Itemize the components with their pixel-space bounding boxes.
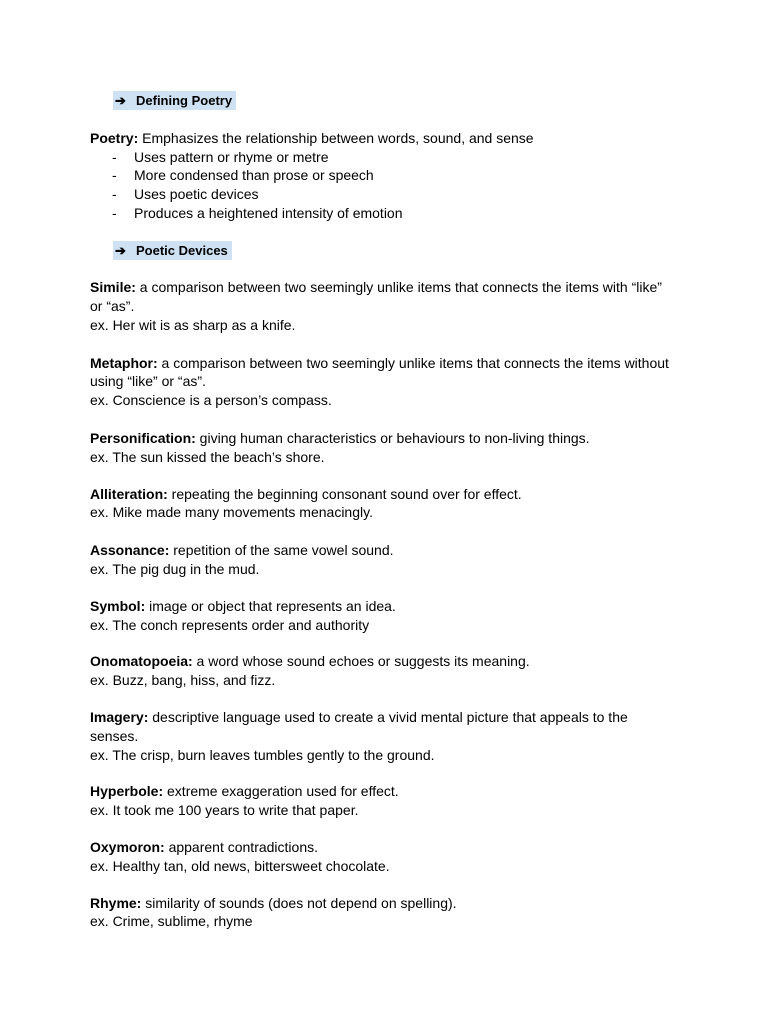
device-definition [90,485,678,504]
device-definition [90,894,678,913]
definition-text: image or object that represents an idea. [145,597,396,614]
device-definition [90,652,678,671]
device-entry-symbol [90,597,678,635]
definition-text: apparent contradictions. [164,838,319,855]
dash-marker: - [112,185,117,202]
list-item [90,148,678,167]
heading-text: Poetic Devices [136,243,228,259]
term-label: Simile: [90,279,136,296]
term-label: Oxymoron: [90,838,165,855]
device-entry-imagery [90,708,678,764]
device-example: ex. The crisp, burn leaves tumbles gently to the ground. [90,746,435,763]
device-definition [90,838,678,857]
definition-text: a comparison between two seemingly unlike items that connects the items with “like” or “as”. [90,279,662,314]
device-example: ex. Crime, sublime, rhyme [90,913,253,930]
definition-text: Emphasizes the relationship between words, sound, and sense [138,130,534,146]
list-item-text: Uses pattern or rhyme or metre [134,148,329,165]
list-item-text: More condensed than prose or speech [134,167,374,184]
arrow-right-icon: ➔ [115,243,126,259]
heading-text: Defining Poetry [136,93,233,108]
definition-text: giving human characteristics or behaviours to non-living things. [195,429,590,446]
device-entry-hyperbole [90,782,678,820]
device-example: ex. Conscience is a person’s compass. [90,392,332,409]
term-label: Rhyme: [90,894,142,911]
device-example: ex. Healthy tan, old news, bittersweet chocolate. [90,857,390,874]
list-item [90,166,678,185]
device-definition [90,597,678,616]
definition-text: similarity of sounds (does not depend on spelling). [141,894,457,911]
device-example: ex. The conch represents order and authority [90,616,370,633]
term-label: Alliteration: [90,485,168,502]
device-example: ex. It took me 100 years to write that paper. [90,802,359,819]
device-example: ex. The pig dug in the mud. [90,560,260,577]
device-entry-alliteration [90,485,678,523]
device-entry-oxymoron [90,838,678,876]
device-entry-onomatopoeia [90,652,678,690]
device-entry-assonance [90,541,678,579]
device-example: ex. Her wit is as sharp as a knife. [90,316,296,333]
device-entry-rhyme [90,894,678,932]
term-label: Hyperbole: [90,783,164,800]
term-label: Onomatopoeia: [90,653,193,670]
term-label: Imagery: [90,708,149,725]
device-definition [90,708,678,746]
term-label: Poetry: [90,130,139,146]
list-item [90,204,678,223]
dash-marker: - [112,204,117,221]
section-heading-defining-poetry [113,91,678,110]
device-example: ex. The sun kissed the beach’s shore. [90,448,325,465]
dash-marker: - [112,148,117,165]
device-definition [90,354,678,392]
term-label: Personification: [90,429,196,446]
arrow-right-icon: ➔ [115,93,126,108]
device-definition [90,278,678,316]
dash-marker: - [112,167,117,184]
definition-text: repeating the beginning consonant sound over for effect. [167,485,522,502]
term-label: Symbol: [90,597,146,614]
list-item-text: Uses poetic devices [134,185,259,202]
term-label: Assonance: [90,542,170,559]
heading-highlight [113,91,236,110]
poetry-bullet-list [90,148,678,222]
heading-highlight [113,241,232,260]
definition-text: repetition of the same vowel sound. [169,542,394,559]
device-entry-simile [90,278,678,334]
device-definition [90,541,678,560]
section-heading-poetic-devices [113,241,678,260]
definition-text: descriptive language used to create a vivid mental picture that appeals to the senses. [90,708,628,744]
device-entry-metaphor [90,354,678,410]
device-entry-personification [90,429,678,467]
list-item-text: Produces a heightened intensity of emotion [134,204,403,221]
term-label: Metaphor: [90,354,158,371]
list-item [90,185,678,204]
device-example: ex. Mike made many movements menacingly. [90,504,373,521]
definition-text: a comparison between two seemingly unlike items that connects the items without using “like” or “as”. [90,354,669,390]
device-example: ex. Buzz, bang, hiss, and fizz. [90,672,276,689]
definition-text: extreme exaggeration used for effect. [163,783,399,800]
poetry-definition [90,129,678,148]
device-definition [90,782,678,801]
definition-text: a word whose sound echoes or suggests its meaning. [192,653,530,670]
device-definition [90,429,678,448]
